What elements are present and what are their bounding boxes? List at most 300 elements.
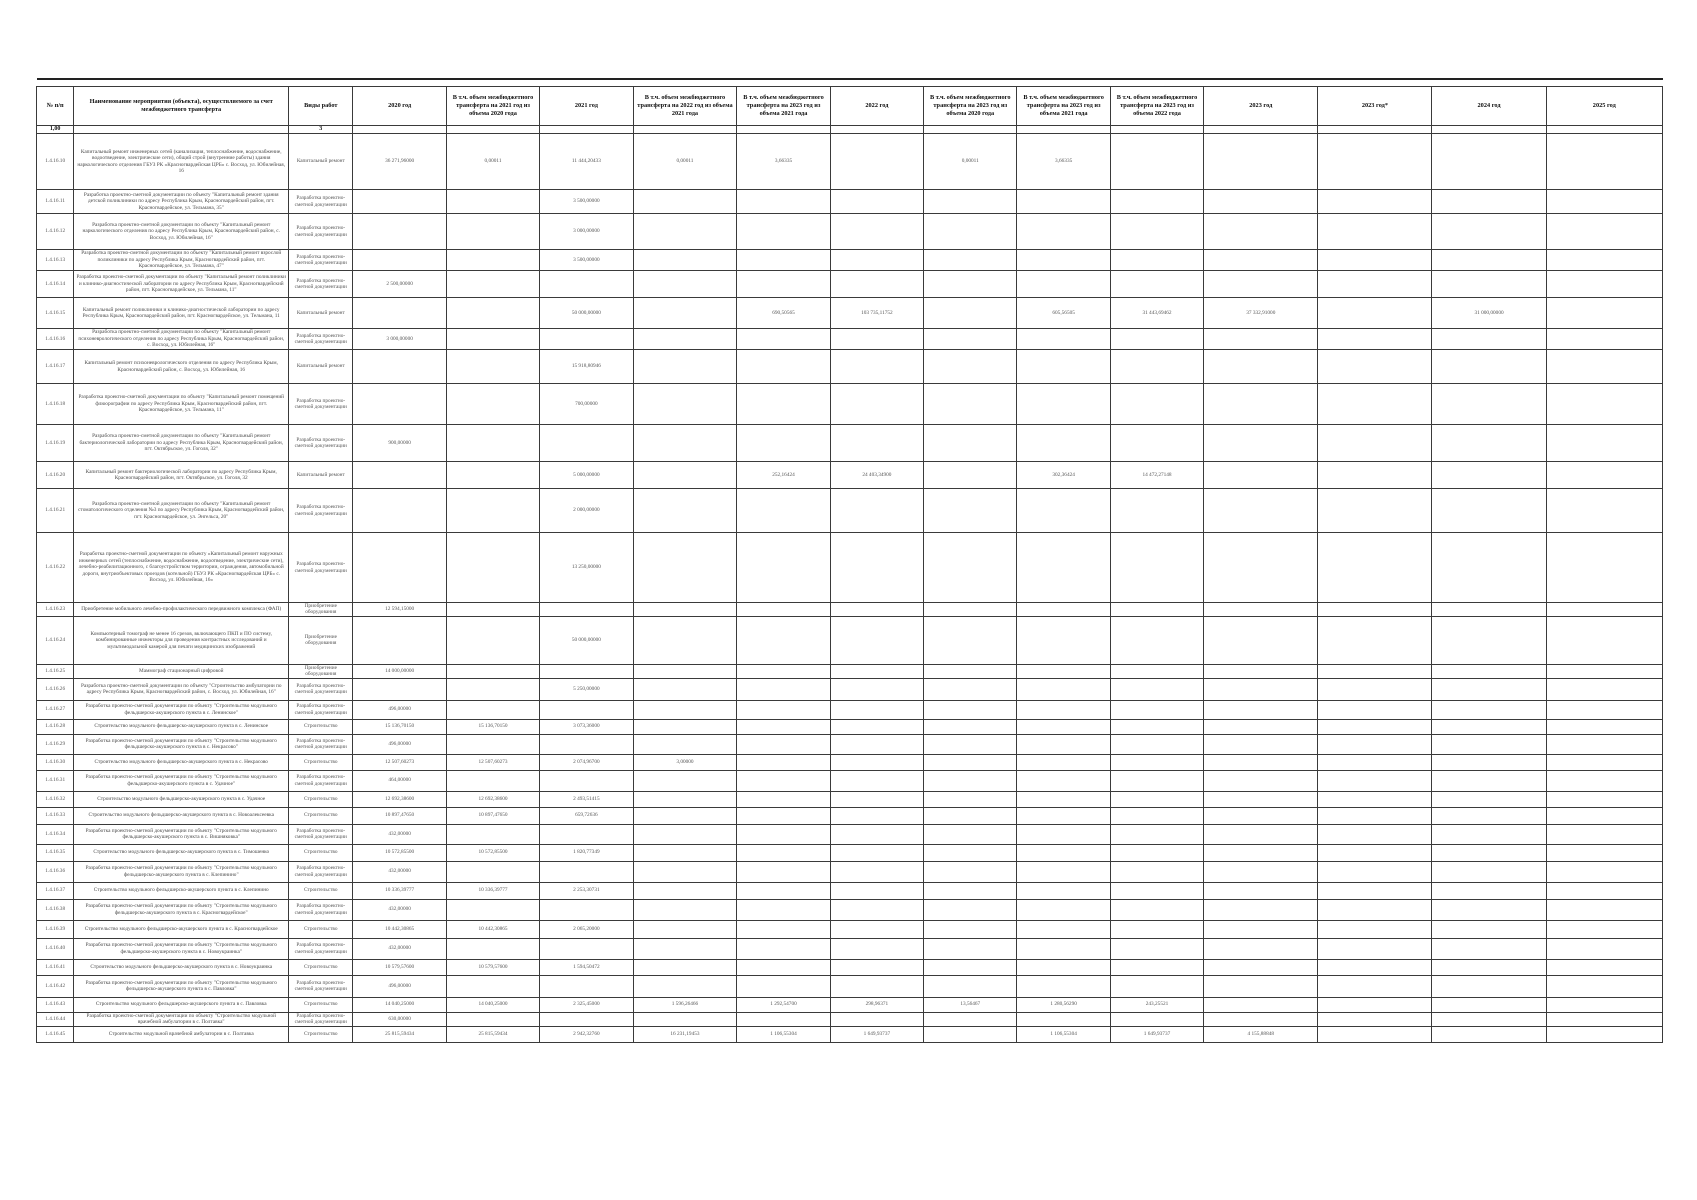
table-row [37,603,1663,617]
row-value [540,770,633,791]
row-number: 1.4.16.16 [37,329,74,350]
row-value [353,533,446,603]
row-value: 37 332,91000 [1204,298,1318,329]
row-number: 1.4.16.26 [37,678,74,700]
row-value [1017,844,1110,861]
row-number: 1.4.16.30 [37,754,74,770]
row-value [924,214,1017,250]
row-value [1110,214,1203,250]
row-value [1432,861,1546,882]
blank-cell [633,79,737,87]
row-value [924,1026,1017,1042]
table-row [37,1026,1663,1042]
row-number: 1.4.16.40 [37,938,74,959]
row-work-type: Разработка проектно-сметной документации [289,899,353,920]
row-value [1017,603,1110,617]
row-value [1204,425,1318,462]
row-value: 243,25521 [1110,997,1203,1012]
row-value [446,975,539,997]
row-value [446,425,539,462]
row-value [1432,754,1546,770]
row-value [1110,271,1203,298]
row-value [1204,770,1318,791]
header-name: Наименование мероприятия (объекта), осуществляемого за счет межбюджетного трансферта [74,87,289,126]
row-value: 496,00000 [353,734,446,754]
row-value [446,824,539,844]
row-value [737,899,830,920]
row-value [1318,899,1432,920]
header-col: В т.ч. объем межбюджетного трансферта на 2023 год из объема 2022 года [1110,87,1203,126]
row-value: 10 336,39777 [446,882,539,899]
row-work-type: Разработка проектно-сметной документации [289,700,353,719]
row-value [633,975,737,997]
row-value [1017,824,1110,844]
row-value [446,664,539,678]
table-row [37,384,1663,425]
row-value: 1 649,93737 [1110,1026,1203,1042]
row-value [353,384,446,425]
row-value [1204,882,1318,899]
table-row [37,533,1663,603]
table-row [37,616,1663,664]
row-value [1432,899,1546,920]
row-value: 1 649,93737 [830,1026,923,1042]
row-value [1546,214,1662,250]
row-work-type: Строительство [289,959,353,975]
row-value [737,734,830,754]
row-value [924,791,1017,807]
row-value [1318,938,1432,959]
row-value [1017,882,1110,899]
row-value [737,882,830,899]
row-value: 25 815,59434 [446,1026,539,1042]
row-value: 2 493,51415 [540,791,633,807]
row-value [1110,190,1203,214]
row-value [1204,533,1318,603]
row-number: 1.4.16.39 [37,920,74,938]
row-value [830,384,923,425]
row-value: 2 000,00000 [540,489,633,533]
row-work-type: Строительство [289,882,353,899]
row-value [1204,920,1318,938]
row-value [830,489,923,533]
row-value [1204,271,1318,298]
row-value [446,734,539,754]
table-row [37,882,1663,899]
number-cell [1432,126,1546,134]
number-cell [830,126,923,134]
row-value: 10 572,85500 [446,844,539,861]
number-cell: 3 [289,126,353,134]
row-value [1432,134,1546,190]
row-value: 659,72636 [540,807,633,824]
row-value [1204,719,1318,734]
row-value [633,882,737,899]
row-value [830,959,923,975]
row-number: 1.4.16.23 [37,603,74,617]
row-value: 50 000,00000 [540,298,633,329]
row-value [1432,882,1546,899]
row-work-type: Разработка проектно-сметной документации [289,329,353,350]
row-value: 2 942,32760 [540,1026,633,1042]
row-value [1204,329,1318,350]
header-col: В т.ч. объем межбюджетного трансферта на 2023 год из объема 2021 года [737,87,830,126]
row-value [540,1012,633,1026]
row-value [1110,533,1203,603]
row-value: 630,00000 [353,1012,446,1026]
row-name: Разработка проектно-сметной документации по объекту «Капитальный ремонт наружных инженерных сетей (теплоснабжение, водоснабжение, водоотведение, электрические сети), лечебно-реабилитационного, с благоустройством территории, ограждения, автомобильной дороги, внутриобъектовых проездов (котельной) ГБУЗ РК «Красногвардейская ЦРБ» с. Восход, ул. Юбилейная, 16» [74,533,289,603]
row-value [1546,190,1662,214]
row-value [1546,791,1662,807]
row-value [1432,462,1546,489]
number-cell [924,126,1017,134]
table-row [37,719,1663,734]
row-value [737,861,830,882]
header-col: 2022 год [830,87,923,126]
row-value [1432,678,1546,700]
row-value [633,298,737,329]
row-value: 1 106,55304 [737,1026,830,1042]
row-value [633,807,737,824]
row-value [446,384,539,425]
row-work-type: Разработка проектно-сметной документации [289,770,353,791]
row-value: 298,96371 [830,997,923,1012]
row-number: 1.4.16.15 [37,298,74,329]
row-value [1110,329,1203,350]
row-value [924,938,1017,959]
row-value: 14 040,25000 [446,997,539,1012]
row-name: Строительство модульного фельдшерско-акушерского пункта в с. Новоукраинка [74,959,289,975]
row-value [1017,250,1110,271]
row-value [1318,134,1432,190]
row-number: 1.4.16.38 [37,899,74,920]
row-value [1318,975,1432,997]
row-value [1432,664,1546,678]
row-value [737,844,830,861]
row-value [446,190,539,214]
row-work-type: Строительство [289,719,353,734]
row-value [1546,134,1662,190]
row-name: Разработка проектно-сметной документации по объекту "Капитальный ремонт поликлиники и клинико-диагностической лаборатории по адресу Республика Крым, Красногвардейский район, пгт. Красногвардейское, ул. Тельмана, 11" [74,271,289,298]
number-cell [1318,126,1432,134]
table-row [37,678,1663,700]
row-value [830,791,923,807]
row-value [1432,719,1546,734]
table-row [37,271,1663,298]
row-value [1318,616,1432,664]
row-value [1318,250,1432,271]
table-row [37,425,1663,462]
blank-cell [830,79,923,87]
row-work-type: Приобретение оборудования [289,616,353,664]
row-number: 1.4.16.19 [37,425,74,462]
row-value [1546,770,1662,791]
row-value [1546,975,1662,997]
row-value [1017,214,1110,250]
row-name: Капитальный ремонт инженерных сетей (канализация, теплоснабжение, водоснабжение, водоотведение, электрические сети), общий строй (внутренние работы) здания наркологического отделения ГБУЗ РК «Красногвардейская ЦРБ» с. Восход, ул. Юбилейная, 16 [74,134,289,190]
row-name: Строительство модульной врачебной амбулатории в с. Полтавка [74,1026,289,1042]
row-value [540,899,633,920]
row-value [830,603,923,617]
row-value: 5 250,00000 [540,678,633,700]
row-value [540,861,633,882]
number-cell [737,126,830,134]
blank-cell [1017,79,1110,87]
row-value [924,250,1017,271]
row-value [1318,754,1432,770]
row-value [1318,807,1432,824]
row-value [830,616,923,664]
row-value [1204,807,1318,824]
row-work-type: Строительство [289,791,353,807]
row-value: 103 735,11752 [830,298,923,329]
row-value [1204,190,1318,214]
row-value [924,824,1017,844]
row-value [737,719,830,734]
row-value [353,214,446,250]
row-value [1204,959,1318,975]
table-row [37,734,1663,754]
row-value [924,616,1017,664]
row-value [924,384,1017,425]
row-value [1110,734,1203,754]
row-value [830,844,923,861]
row-value [1204,734,1318,754]
row-number: 1.4.16.36 [37,861,74,882]
number-cell: 1,00 [37,126,74,134]
row-value [924,462,1017,489]
table-row [37,298,1663,329]
row-value [1432,824,1546,844]
row-value: 3 000,00000 [540,214,633,250]
row-number: 1.4.16.24 [37,616,74,664]
row-number: 1.4.16.35 [37,844,74,861]
row-value [1318,425,1432,462]
table-row [37,791,1663,807]
header-col: В т.ч. объем межбюджетного трансферта на 2023 год из объема 2021 года [1017,87,1110,126]
row-value [830,861,923,882]
row-value [830,770,923,791]
row-work-type: Капитальный ремонт [289,462,353,489]
row-work-type: Строительство [289,754,353,770]
row-value [633,664,737,678]
row-value: 10 336,39777 [353,882,446,899]
row-value [1318,700,1432,719]
row-value [446,616,539,664]
row-value [1318,271,1432,298]
row-number: 1.4.16.11 [37,190,74,214]
row-value [1546,938,1662,959]
row-value [1110,882,1203,899]
column-number-row [37,126,1663,134]
row-value: 2 074,96700 [540,754,633,770]
row-value [1432,384,1546,425]
row-value [1110,719,1203,734]
row-value: 50 000,00000 [540,616,633,664]
row-number: 1.4.16.33 [37,807,74,824]
row-number: 1.4.16.14 [37,271,74,298]
header-col: 2020 год [353,87,446,126]
row-value: 302,36424 [1017,462,1110,489]
row-value [1432,700,1546,719]
number-cell [74,126,289,134]
row-value [1318,214,1432,250]
row-value [1318,1012,1432,1026]
row-value [1110,920,1203,938]
row-work-type: Разработка проектно-сметной документации [289,1012,353,1026]
row-value [830,425,923,462]
row-value [830,700,923,719]
row-value [1546,616,1662,664]
row-work-type: Разработка проектно-сметной документации [289,533,353,603]
row-value [830,734,923,754]
row-value [1318,190,1432,214]
row-work-type: Капитальный ремонт [289,134,353,190]
row-value: 25 815,59434 [353,1026,446,1042]
table-row [37,770,1663,791]
table-row [37,861,1663,882]
row-name: Строительство модульного фельдшерско-акушерского пункта в с. Удачное [74,791,289,807]
row-value [830,882,923,899]
row-value [1318,350,1432,384]
header-col: 2025 год [1546,87,1662,126]
row-value [1432,997,1546,1012]
row-value [1318,844,1432,861]
table-row [37,350,1663,384]
row-name: Капитальный ремонт психоневрологического отделения по адресу Республика Крым, Красногвардейский район, с. Восход, ул. Юбилейная, 16 [74,350,289,384]
row-value [1017,938,1110,959]
row-value [1110,489,1203,533]
header-col: В т.ч. объем межбюджетного трансферта на 2022 год из объема 2021 года [633,87,737,126]
row-name: Строительство модульного фельдшерско-акушерского пункта в с. Красногвардейское [74,920,289,938]
row-value [1318,329,1432,350]
row-value [1204,616,1318,664]
row-value [353,190,446,214]
row-name: Разработка проектно-сметной документации по объекту "Строительство модульного фельдшерско-акушерского пункта в с. Новоукраинка" [74,938,289,959]
row-value [446,489,539,533]
row-value [1110,899,1203,920]
blank-cell [353,79,446,87]
row-value [1204,250,1318,271]
table-row [37,754,1663,770]
row-value [1110,807,1203,824]
row-value [1110,754,1203,770]
row-value: 10 442,30865 [446,920,539,938]
row-value [446,462,539,489]
row-value: 1 820,77349 [540,844,633,861]
header-col: 2024 год [1432,87,1546,126]
row-value [446,298,539,329]
table-row [37,1012,1663,1026]
row-name: Разработка проектно-сметной документации по объекту "Капитальный ремонт бактериологической лаборатории по адресу Республика Крым, Красногвардейский район, пгт. Октябрьское, ул. Гоголя, 32" [74,425,289,462]
row-value: 2 500,00000 [353,271,446,298]
row-value [924,350,1017,384]
row-number: 1.4.16.34 [37,824,74,844]
row-value: 10 579,57600 [353,959,446,975]
row-work-type: Разработка проектно-сметной документации [289,678,353,700]
header-col: 2023 год [1204,87,1318,126]
row-value [1318,603,1432,617]
row-value [924,271,1017,298]
table-top-rule [37,79,1663,87]
row-work-type: Разработка проектно-сметной документации [289,824,353,844]
header-col: В т.ч. объем межбюджетного трансферта на 2021 год из объема 2020 года [446,87,539,126]
row-value: 690,50565 [737,298,830,329]
row-value [353,616,446,664]
row-value [1318,533,1432,603]
number-cell [1017,126,1110,134]
row-value [1110,664,1203,678]
row-name: Строительство модульного фельдшерско-акушерского пункта в с. Новоалексеевка [74,807,289,824]
row-number: 1.4.16.29 [37,734,74,754]
table-row [37,462,1663,489]
number-cell [540,126,633,134]
row-value: 3,66335 [737,134,830,190]
row-value [737,329,830,350]
row-value [540,734,633,754]
row-value [830,134,923,190]
row-value [737,425,830,462]
row-value [830,899,923,920]
row-number: 1.4.16.31 [37,770,74,791]
row-name: Приобретение мобильного лечебно-профилактического передвижного комплекса (ФАП) [74,603,289,617]
row-value [1432,425,1546,462]
row-value: 13,56467 [924,997,1017,1012]
row-value [633,489,737,533]
row-value [924,719,1017,734]
row-value [1110,824,1203,844]
row-value [633,700,737,719]
row-value [446,603,539,617]
row-number: 1.4.16.32 [37,791,74,807]
row-number: 1.4.16.43 [37,997,74,1012]
blank-cell [74,79,289,87]
row-value: 1 594,50472 [540,959,633,975]
row-value [446,250,539,271]
row-value [1432,214,1546,250]
row-value [830,920,923,938]
row-value [633,734,737,754]
row-value [1204,997,1318,1012]
row-number: 1.4.16.13 [37,250,74,271]
row-value [633,959,737,975]
row-value [830,824,923,844]
table-row [37,250,1663,271]
row-value [446,350,539,384]
row-value [1546,350,1662,384]
row-value: 24 403,34900 [830,462,923,489]
row-value: 1 106,55304 [1017,1026,1110,1042]
row-value [1204,899,1318,920]
row-value [830,214,923,250]
row-value [1204,603,1318,617]
row-value [633,425,737,462]
row-value [1017,489,1110,533]
row-value [1546,882,1662,899]
row-number: 1.4.16.20 [37,462,74,489]
row-value [737,754,830,770]
row-value [1546,1026,1662,1042]
row-value [924,533,1017,603]
table-row [37,190,1663,214]
row-name: Разработка проектно-сметной документации по объекту "Строительство модульного фельдшерско-акушерского пункта в с. Клепинино" [74,861,289,882]
row-value [1017,664,1110,678]
budget-table [36,78,1663,1043]
row-value [1017,975,1110,997]
row-value: 10 579,57600 [446,959,539,975]
row-value [737,678,830,700]
row-value [633,603,737,617]
